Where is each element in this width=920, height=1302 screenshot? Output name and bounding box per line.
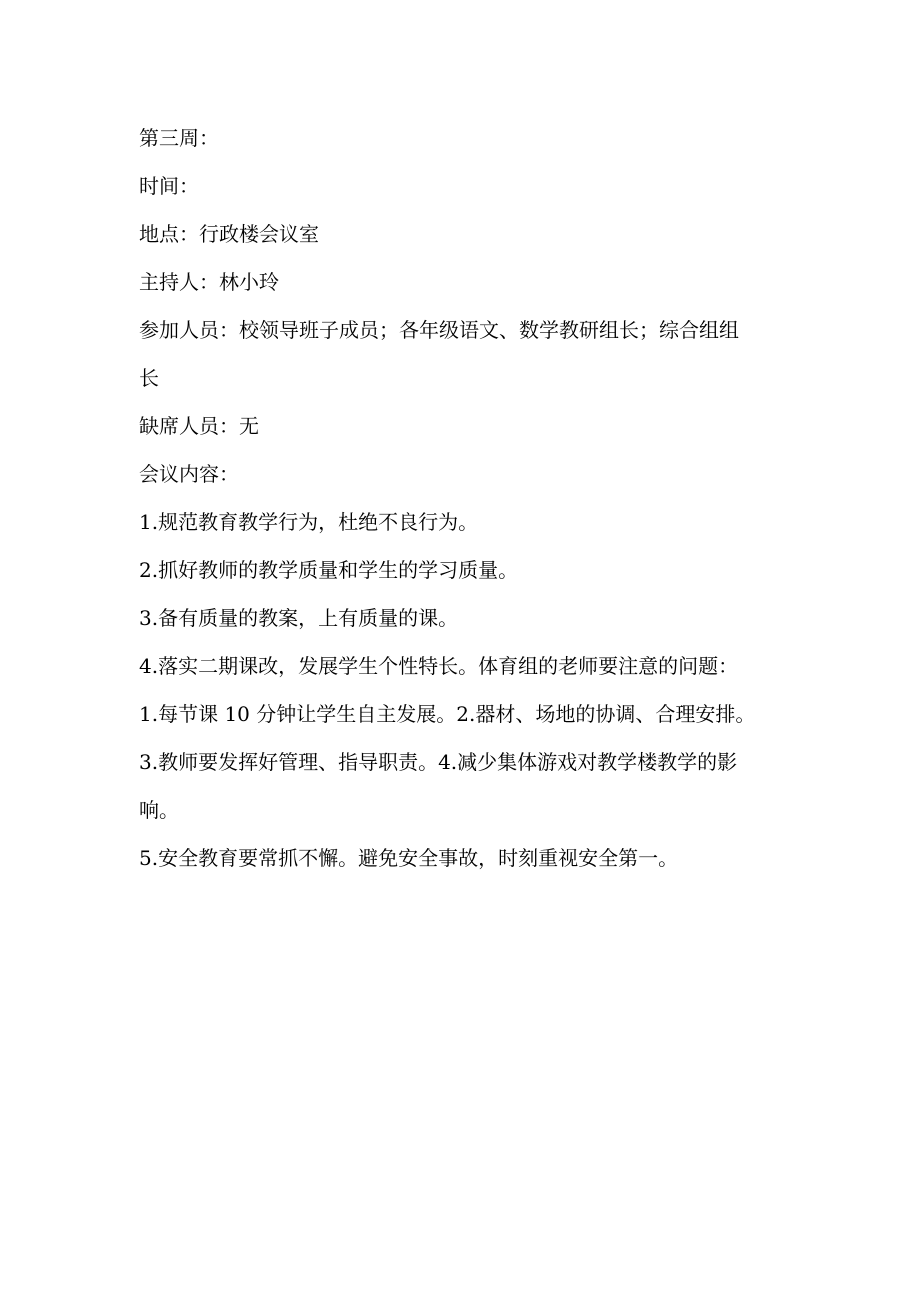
content-item-3: 3.备有质量的教案，上有质量的课。 [139,606,459,630]
document-body [139,114,789,882]
attendees-line: 参加人员：校领导班子成员；各年级语文、数学教研组长；综合组组 [139,318,739,342]
pe-issue-3-4: 3.教师要发挥好管理、指导职责。4.减少集体游戏对教学楼教学的影 [139,750,738,774]
content-item-4: 4.落实二期课改，发展学生个性特长。体育组的老师要注意的问题： [139,654,739,678]
time-line: 时间： [139,174,199,198]
meeting-content-heading: 会议内容： [139,462,239,486]
pe-issue-4-continued: 响。 [139,798,179,822]
attendees-line-continued: 长 [139,366,159,390]
location-line: 地点：行政楼会议室 [139,222,319,246]
content-item-5: 5.安全教育要常抓不懈。避免安全事故，时刻重视安全第一。 [139,846,679,870]
content-item-2: 2.抓好教师的教学质量和学生的学习质量。 [139,558,519,582]
absentees-line: 缺席人员：无 [139,414,259,438]
week-heading: 第三周： [139,126,219,150]
host-line: 主持人：林小玲 [139,270,279,294]
content-item-1: 1.规范教育教学行为，杜绝不良行为。 [139,510,479,534]
pe-issue-1-2: 1.每节课 10 分钟让学生自主发展。2.器材、场地的协调、合理安排。 [139,702,756,726]
